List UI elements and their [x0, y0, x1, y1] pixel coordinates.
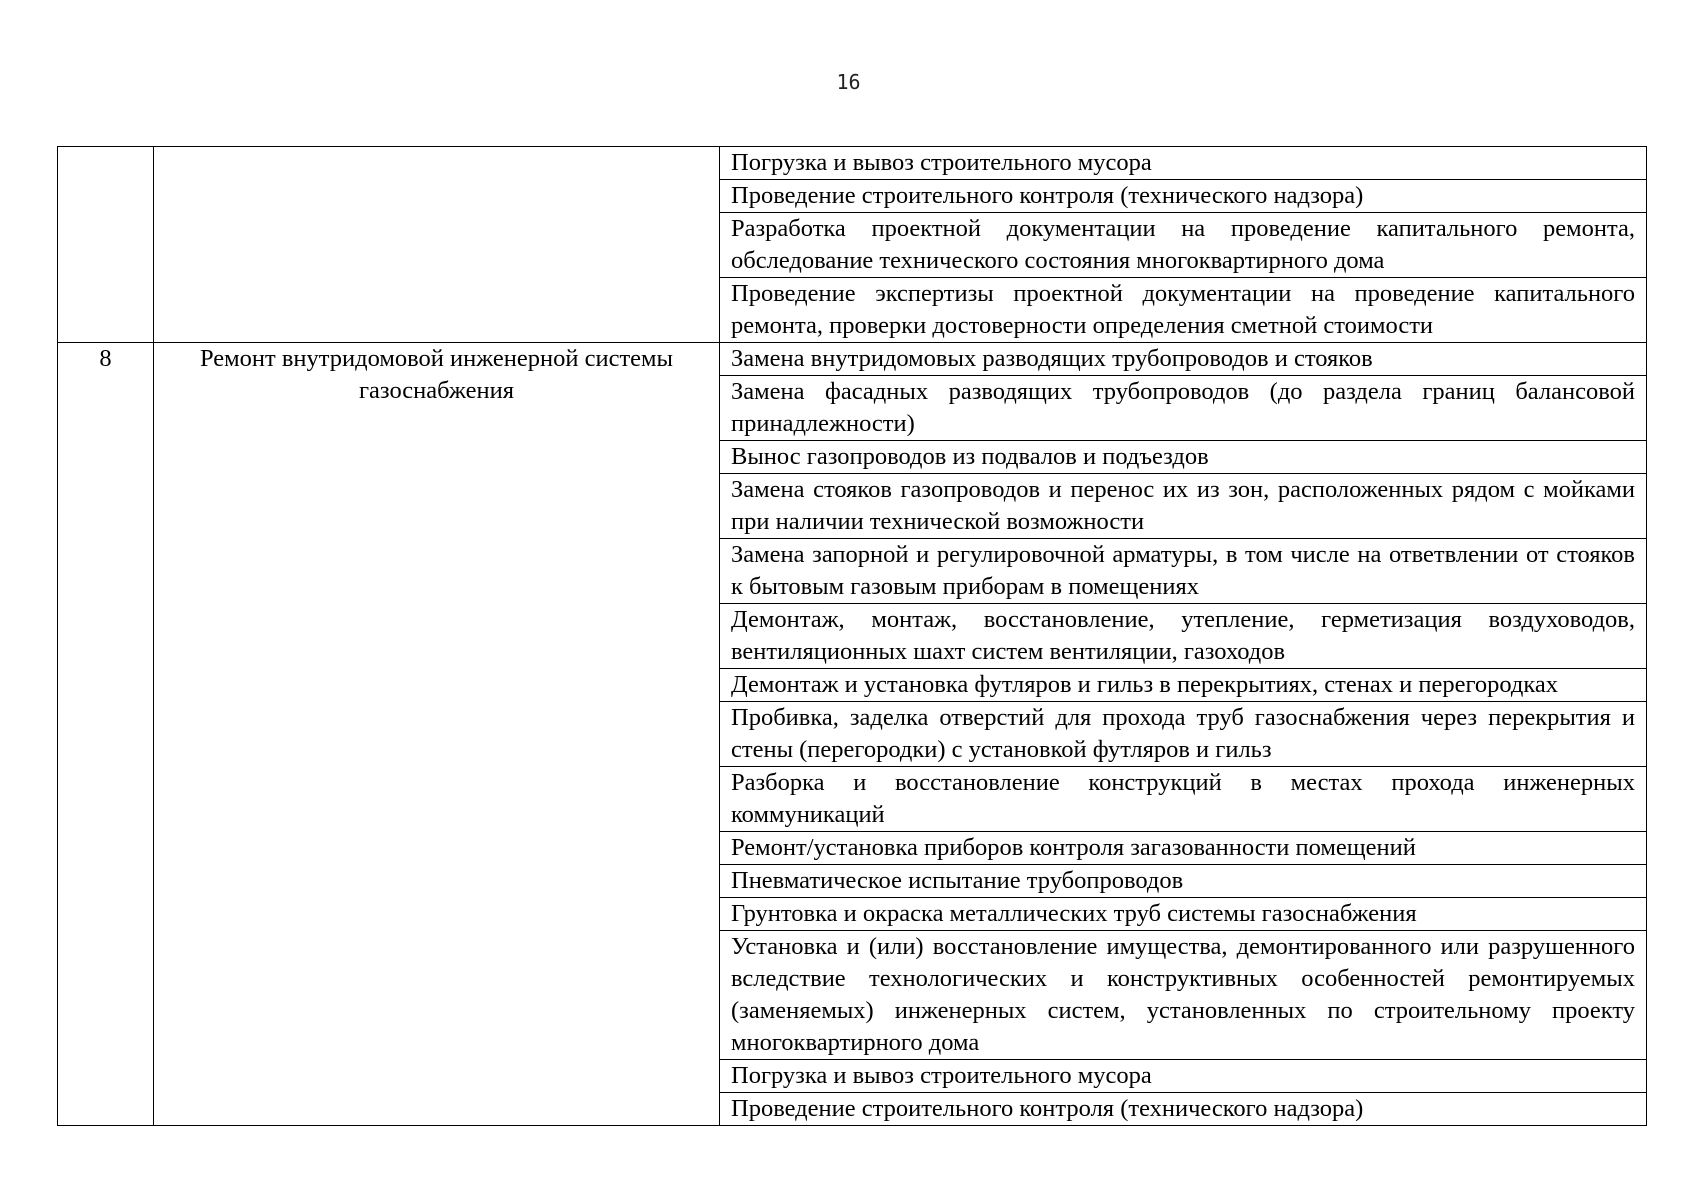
repair-type-cell [154, 147, 720, 343]
work-item-cell: Пробивка, заделка отверстий для прохода труб газоснабжения через перекрытия и стены (перегородки) с установкой футляров и гильз [720, 702, 1647, 767]
work-item-cell: Демонтаж и установка футляров и гильз в перекрытиях, стенах и перегородках [720, 669, 1647, 702]
work-item-cell: Грунтовка и окраска металлических труб системы газоснабжения [720, 898, 1647, 931]
works-table [57, 146, 1647, 1126]
work-item-cell: Демонтаж, монтаж, восстановление, утепление, герметизация воздуховодов, вентиляционных шахт систем вентиляции, газоходов [720, 604, 1647, 669]
work-item-cell: Замена фасадных разводящих трубопроводов (до раздела границ балансовой принадлежности) [720, 376, 1647, 441]
work-item-cell: Установка и (или) восстановление имущества, демонтированного или разрушенного вследствие технологических и конструктивных особенностей ремонтируемых (заменяемых) инженерных систем, установленных по строительному проекту многоквартирного дома [720, 931, 1647, 1060]
work-item-cell: Разработка проектной документации на проведение капитального ремонта, обследование технического состояния многоквартирного дома [720, 213, 1647, 278]
work-item-cell: Замена запорной и регулировочной арматуры, в том числе на ответвлении от стояков к бытовым газовым приборам в помещениях [720, 539, 1647, 604]
item-number-cell: 8 [58, 343, 154, 1126]
repair-type-cell: Ремонт внутридомовой инженерной системы газоснабжения [154, 343, 720, 1126]
work-item-cell: Погрузка и вывоз строительного мусора [720, 1060, 1647, 1093]
work-item-cell: Проведение строительного контроля (технического надзора) [720, 1093, 1647, 1126]
work-item-cell: Ремонт/установка приборов контроля загазованности помещений [720, 832, 1647, 865]
table-row [58, 147, 1647, 180]
work-item-cell: Проведение экспертизы проектной документации на проведение капитального ремонта, проверки достоверности определения сметной стоимости [720, 278, 1647, 343]
page-number: 16 [836, 70, 861, 94]
work-item-cell: Разборка и восстановление конструкций в местах прохода инженерных коммуникаций [720, 767, 1647, 832]
works-table-body [58, 147, 1647, 1126]
work-item-cell: Вынос газопроводов из подвалов и подъездов [720, 441, 1647, 474]
item-number-cell [58, 147, 154, 343]
work-item-cell: Погрузка и вывоз строительного мусора [720, 147, 1647, 180]
work-item-cell: Пневматическое испытание трубопроводов [720, 865, 1647, 898]
table-row [58, 343, 1647, 376]
work-item-cell: Замена внутридомовых разводящих трубопроводов и стояков [720, 343, 1647, 376]
work-item-cell: Замена стояков газопроводов и перенос их из зон, расположенных рядом с мойками при наличии технической возможности [720, 474, 1647, 539]
work-item-cell: Проведение строительного контроля (технического надзора) [720, 180, 1647, 213]
